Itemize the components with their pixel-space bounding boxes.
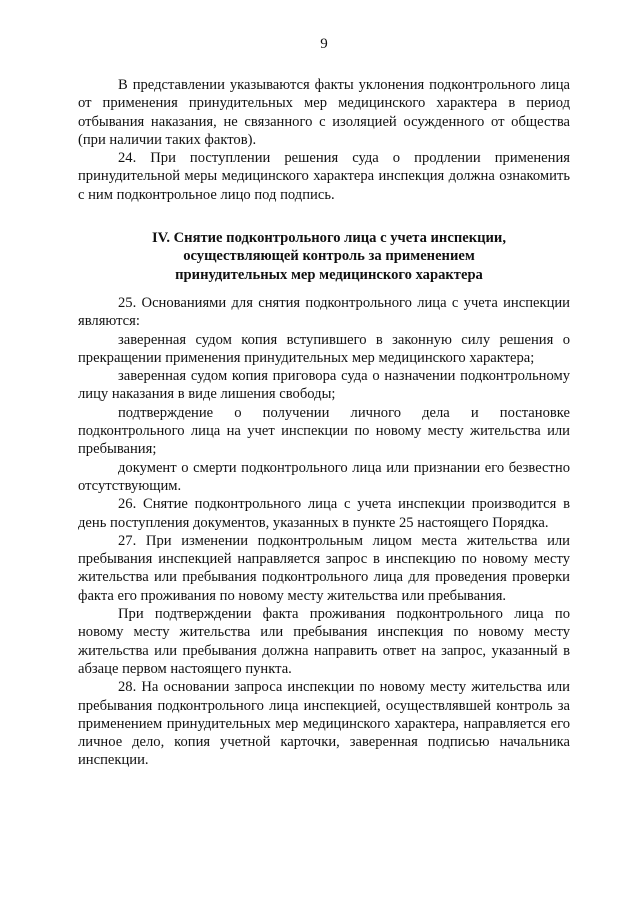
page-number: 9 [320,36,328,52]
paragraph: 28. На основании запроса инспекции по новому месту жительства или пребывания подконтрольного лица инспекцией, осуществлявшей контроль за применением принудительных мер медицинского характера, направляется его личное дело, копия учетной карточки, заверенная подписью начальника инспекции. [78,679,570,769]
paragraph: В представлении указываются факты уклонения подконтрольного лица от применения принудительных мер медицинского характера в период отбывания наказания, не связанного с изоляцией осужденного от общества (при наличии таких фактов). [78,77,570,148]
section-heading-line: осуществляющей контроль за применением [183,248,475,265]
paragraph: заверенная судом копия вступившего в законную силу решения о прекращении применения принудительных мер медицинского характера; [78,331,570,366]
paragraph: 27. При изменении подконтрольным лицом места жительства или пребывания инспекцией направляется запрос в инспекцию по новому месту жительства или пребывания подконтрольного лица для проведения проверки факта его проживания по новому месту жительства или пребывания. [78,532,570,604]
section-heading [78,229,570,284]
section-heading-line: принудительных мер медицинского характера [175,266,483,283]
paragraph: 25. Основаниями для снятия подконтрольного лица с учета инспекции являются: [78,294,570,330]
paragraph: 24. При поступлении решения суда о продлении применения принудительной меры медицинского характера инспекция должна ознакомить с ним подконтрольное лицо под подпись. [78,150,570,203]
paragraph: 26. Снятие подконтрольного лица с учета инспекции производится в день поступления документов, указанных в пункте 25 настоящего Порядка. [78,496,570,531]
paragraph: подтверждение о получении личного дела и постановке подконтрольного лица на учет инспекции по новому месту жительства или пребывания; [78,404,570,458]
paragraph: заверенная судом копия приговора суда о назначении подконтрольному лицу наказания в виде лишения свободы; [78,368,570,403]
paragraph: При подтверждении факта проживания подконтрольного лица по новому месту жительства или пребывания инспекция по новому месту жительства или пребывания должна направить ответ на запрос, указанный в абзаце первом настоящего пункта. [78,606,570,677]
paragraph: документ о смерти подконтрольного лица или признании его безвестно отсутствующим. [78,459,570,494]
section-heading-line: IV. Снятие подконтрольного лица с учета инспекции, [152,230,506,247]
